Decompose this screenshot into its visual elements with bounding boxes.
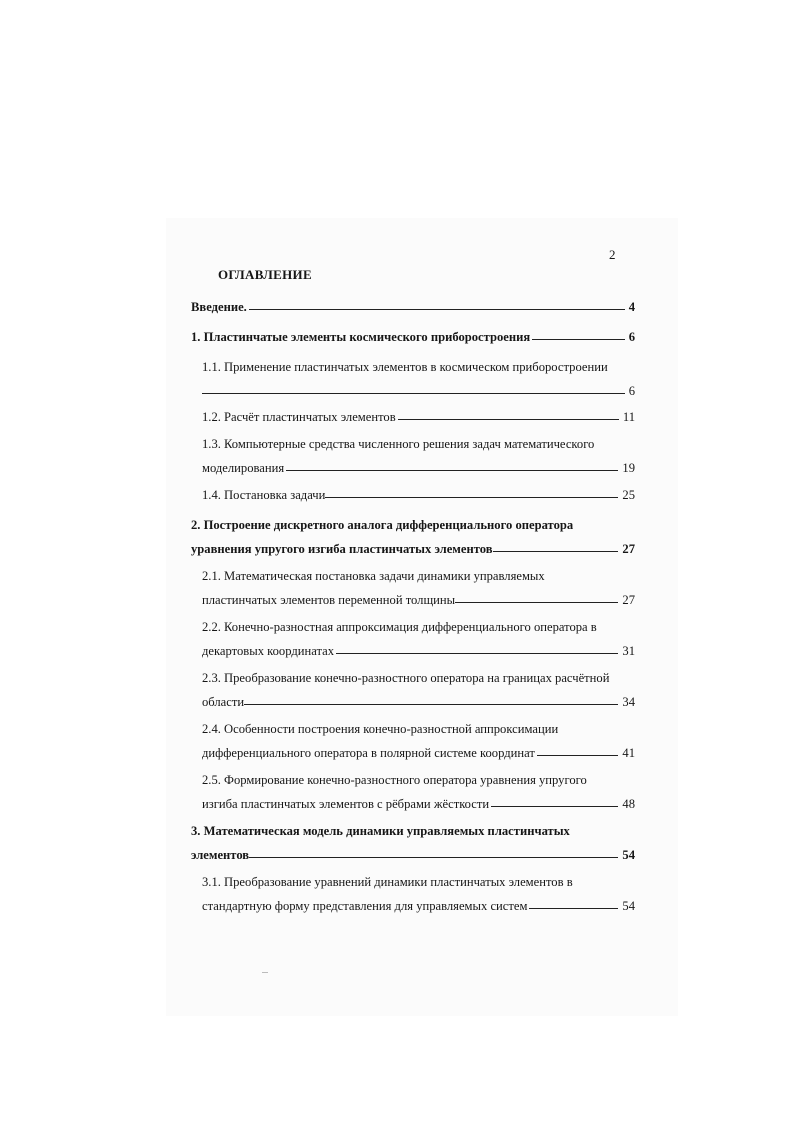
toc-entry-page: 6 xyxy=(628,384,635,398)
toc-entry-title: области xyxy=(202,695,245,709)
dot-leader xyxy=(336,653,618,654)
dot-leader xyxy=(491,806,618,807)
dot-leader xyxy=(249,309,625,310)
toc-entry-title-line: 2.5. Формирование конечно-разностного оператора уравнения упругого xyxy=(202,773,587,787)
toc-entry-page: 41 xyxy=(622,746,635,760)
toc-entry-title-line: 1.1. Применение пластинчатых элементов в космическом приборостроении xyxy=(202,360,608,374)
toc-entry-page: 11 xyxy=(622,410,635,424)
toc-entry-title-line: 1.3. Компьютерные средства численного решения задач математического xyxy=(202,437,595,451)
dot-leader xyxy=(532,339,624,340)
toc-entry-page: 27 xyxy=(622,593,635,607)
dot-leader xyxy=(286,470,618,471)
toc-entry-title: уравнения упругого изгиба пластинчатых элементов xyxy=(191,542,493,556)
toc-entry-title-line: 2.3. Преобразование конечно-разностного оператора на границах расчётной xyxy=(202,671,610,685)
toc-entry-title: 1.2. Расчёт пластинчатых элементов xyxy=(202,410,396,424)
dot-leader xyxy=(325,497,618,498)
toc-entry-page: 54 xyxy=(622,899,635,913)
toc-entry-title: Введение. xyxy=(191,300,247,314)
toc-entry-page: 4 xyxy=(628,300,635,314)
dot-leader xyxy=(244,704,618,705)
toc-entry-title: моделирования xyxy=(202,461,285,475)
toc-entry-title: стандартную форму представления для управляемых систем xyxy=(202,899,528,913)
dot-leader xyxy=(493,551,619,552)
dot-leader xyxy=(202,393,625,394)
toc-entry-title-line: 3. Математическая модель динамики управляемых пластинчатых xyxy=(191,824,570,838)
toc-entry-title: 1.4. Постановка задачи xyxy=(202,488,326,502)
toc-entry-title-line: 2.4. Особенности построения конечно-разностной аппроксимации xyxy=(202,722,559,736)
scan-speck xyxy=(262,972,268,973)
toc-entry-page: 48 xyxy=(622,797,635,811)
toc-entry-title: пластинчатых элементов переменной толщины xyxy=(202,593,456,607)
toc-entry-title-line: 2. Построение дискретного аналога дифференциального оператора xyxy=(191,518,574,532)
page-number: 2 xyxy=(609,247,616,262)
toc-entry-page: 54 xyxy=(622,848,635,862)
toc-entry-page: 19 xyxy=(622,461,635,475)
toc-entry-page: 27 xyxy=(622,542,635,556)
dot-leader xyxy=(249,857,618,858)
toc-entry-page: 34 xyxy=(622,695,635,709)
toc-entry-title-line: 3.1. Преобразование уравнений динамики пластинчатых элементов в xyxy=(202,875,573,889)
dot-leader xyxy=(537,755,619,756)
toc-entry-title: элементов xyxy=(191,848,250,862)
toc-entry-title: декартовых координатах xyxy=(202,644,335,658)
toc-entry-title: дифференциального оператора в полярной системе координат xyxy=(202,746,535,760)
toc-entry-title-line: 2.2. Конечно-разностная аппроксимация дифференциального оператора в xyxy=(202,620,597,634)
toc-entry-title: 1. Пластинчатые элементы космического приборостроения xyxy=(191,330,531,344)
toc-entry-page: 25 xyxy=(622,488,635,502)
dot-leader xyxy=(529,908,618,909)
dot-leader xyxy=(455,602,618,603)
dot-leader xyxy=(398,419,619,420)
toc-entry-title-line: 2.1. Математическая постановка задачи динамики управляемых xyxy=(202,569,545,583)
toc-entry-title: изгиба пластинчатых элементов с рёбрами жёсткости xyxy=(202,797,490,811)
toc-heading: ОГЛАВЛЕНИЕ xyxy=(218,267,312,282)
toc-entry-page: 6 xyxy=(628,330,635,344)
toc-entry-page: 31 xyxy=(622,644,635,658)
